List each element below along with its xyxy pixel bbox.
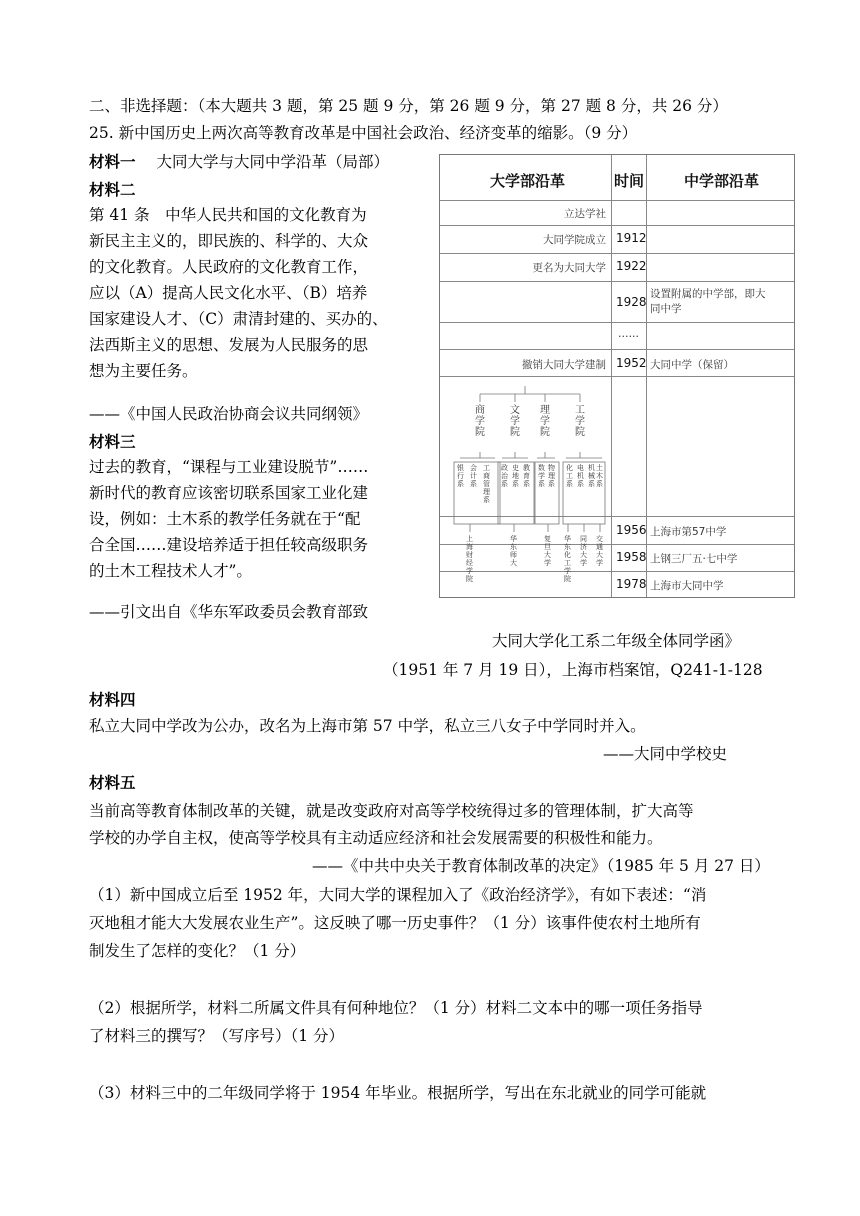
college-label: 商学院 bbox=[475, 405, 485, 438]
material2-line: 应以（A）提高人民文化水平、（B）培养 bbox=[89, 284, 368, 302]
history-table bbox=[439, 154, 795, 598]
college-label: 文学院 bbox=[510, 405, 520, 438]
material1-title: 大同大学与大同中学沿革（局部） bbox=[156, 153, 389, 171]
row-year: 1958 bbox=[616, 550, 647, 564]
question-title: 25. 新中国历史上两次高等教育改革是中国社会政治、经济变革的缩影。（9 分） bbox=[89, 124, 638, 142]
material2-source: ——《中国人民政治协商会议共同纲领》 bbox=[89, 405, 369, 423]
material4-source: ——大同中学校史 bbox=[603, 745, 728, 763]
row-univ: 更名为大同大学 bbox=[532, 262, 606, 274]
row-year: 1956 bbox=[616, 523, 647, 537]
q2-line1: （2）根据所学，材料二所属文件具有何种地位？（1 分）材料二文本中的哪一项任务指导 bbox=[89, 999, 703, 1017]
material2-label: 材料二 bbox=[89, 181, 136, 199]
dept-label: 银行系 bbox=[457, 464, 464, 488]
material2-body bbox=[89, 202, 388, 384]
material4-text: 私立大同中学改为公办，改名为上海市第 57 中学，私立三八女子中学同时并入。 bbox=[89, 717, 646, 735]
row-mid: 上海市第57中学 bbox=[650, 526, 727, 538]
material2-line: 法西斯主义的思想、发展为人民服务的思 bbox=[89, 336, 369, 354]
destination-label: 华东化工学院 bbox=[564, 535, 571, 583]
row-year: 1912 bbox=[616, 231, 647, 245]
table-header-year: 时间 bbox=[614, 172, 645, 190]
row-year: 1952 bbox=[616, 356, 647, 370]
material3-source-1: ——引文出自《华东军政委员会教育部致 bbox=[89, 603, 369, 621]
row-year: 1922 bbox=[616, 259, 647, 273]
dept-label: 史地系 bbox=[512, 464, 519, 488]
material4-label: 材料四 bbox=[89, 691, 136, 709]
dept-label: 电机系 bbox=[577, 464, 584, 488]
material5-source: ——《中共中央关于教育体制改革的决定》（1985 年 5 月 27 日） bbox=[312, 857, 770, 875]
row-mid-line: 同中学 bbox=[650, 303, 682, 315]
table-divider bbox=[440, 253, 794, 254]
destination-label: 上海财经学院 bbox=[466, 535, 473, 583]
dept-label: 化工系 bbox=[566, 464, 573, 488]
material3-line: 合全国……建设培养适于担任较高级职务 bbox=[89, 536, 369, 554]
material3-line: 过去的教育，“课程与工业建设脱节”…… bbox=[89, 458, 369, 476]
row-mid: 上海市大同中学 bbox=[650, 580, 724, 592]
table-divider bbox=[440, 225, 794, 226]
material2-line: 想为主要任务。 bbox=[89, 362, 198, 380]
dept-label: 会计系 bbox=[470, 464, 477, 488]
row-univ: 大同学院成立 bbox=[543, 234, 606, 246]
material1-label: 材料一 bbox=[89, 153, 136, 171]
section-header: 二、非选择题：（本大题共 3 题，第 25 题 9 分，第 26 题 9 分，第 27 题 8 分，共 26 分） bbox=[89, 97, 728, 115]
material2-line: 第 41 条 中华人民共和国的文化教育为 bbox=[89, 206, 367, 224]
table-divider bbox=[440, 349, 794, 350]
material2-line: 的文化教育。人民政府的文化教育工作， bbox=[89, 258, 369, 276]
material3-source-3: （1951 年 7 月 19 日），上海市档案馆，Q241-1-128 bbox=[383, 661, 763, 679]
table-divider bbox=[440, 200, 794, 201]
material3-body bbox=[89, 454, 368, 584]
material2-line: 新民主主义的，即民族的、科学的、大众 bbox=[89, 232, 369, 250]
table-divider bbox=[440, 376, 794, 377]
q1-line1: （1）新中国成立后至 1952 年，大同大学的课程加入了《政治经济学》，有如下表述：“消 bbox=[89, 886, 707, 904]
row-year: 1928 bbox=[616, 295, 647, 309]
row-univ: 立达学社 bbox=[564, 208, 606, 220]
destination-label: 交通大学 bbox=[596, 535, 603, 567]
material3-label: 材料三 bbox=[89, 433, 136, 451]
destination-label: 华东师大 bbox=[510, 535, 517, 567]
destination-label: 复旦大学 bbox=[544, 535, 551, 567]
table-divider bbox=[440, 322, 794, 323]
q1-line3: 制发生了怎样的变化？（1 分） bbox=[89, 942, 306, 960]
row-mid-line: 设置附属的中学部，即大 bbox=[650, 288, 766, 300]
table-header-mid: 中学部沿革 bbox=[684, 172, 760, 190]
q3-line1: （3）材料三中的二年级同学将于 1954 年毕业。根据所学，写出在东北就业的同学可能就 bbox=[89, 1084, 707, 1102]
dept-label: 物理系 bbox=[548, 464, 555, 488]
table-divider bbox=[440, 281, 794, 282]
material2-line: 国家建设人才、（C）肃清封建的、买办的、 bbox=[89, 310, 388, 328]
destination-label: 同济大学 bbox=[580, 535, 587, 567]
dept-label: 政治系 bbox=[501, 464, 508, 488]
material3-line: 设，例如：土木系的教学任务就在于“配 bbox=[89, 510, 361, 528]
college-label: 工学院 bbox=[575, 405, 585, 438]
material3-line: 新时代的教育应该密切联系国家工业化建 bbox=[89, 484, 369, 502]
dept-label: 土木系 bbox=[596, 464, 603, 488]
college-label: 理学院 bbox=[540, 405, 550, 438]
material3-source-2: 大同大学化工系二年级全体同学函》 bbox=[492, 632, 741, 650]
row-univ: 撤销大同大学建制 bbox=[522, 359, 606, 371]
row-mid: 大同中学（保留） bbox=[650, 359, 734, 371]
dept-label: 教育系 bbox=[523, 464, 530, 488]
row-year: …… bbox=[618, 328, 639, 340]
row-mid bbox=[650, 287, 766, 317]
table-header-univ: 大学部沿革 bbox=[490, 172, 566, 190]
row-year: 1978 bbox=[616, 577, 647, 591]
material3-line: 的土木工程技术人才”。 bbox=[89, 562, 252, 580]
q1-line2: 灭地租才能大大发展农业生产”。这反映了哪一历史事件？（1 分）该事件使农村土地所有 bbox=[89, 914, 701, 932]
material1 bbox=[89, 150, 389, 172]
dept-label: 数学系 bbox=[538, 464, 545, 488]
material5-label: 材料五 bbox=[89, 774, 136, 792]
dept-label: 工商管理系 bbox=[483, 464, 490, 504]
material5-line1: 当前高等教育体制改革的关键，就是改变政府对高等学校统得过多的管理体制，扩大高等 bbox=[89, 802, 694, 820]
dept-label: 机械系 bbox=[588, 464, 595, 488]
q2-line2: 了材料三的撰写？（写序号）（1 分） bbox=[89, 1027, 345, 1045]
material5-line2: 学校的办学自主权，使高等学校具有主动适应经济和社会发展需要的积极性和能力。 bbox=[89, 829, 663, 847]
row-mid: 上钢三厂五·七中学 bbox=[650, 553, 738, 565]
